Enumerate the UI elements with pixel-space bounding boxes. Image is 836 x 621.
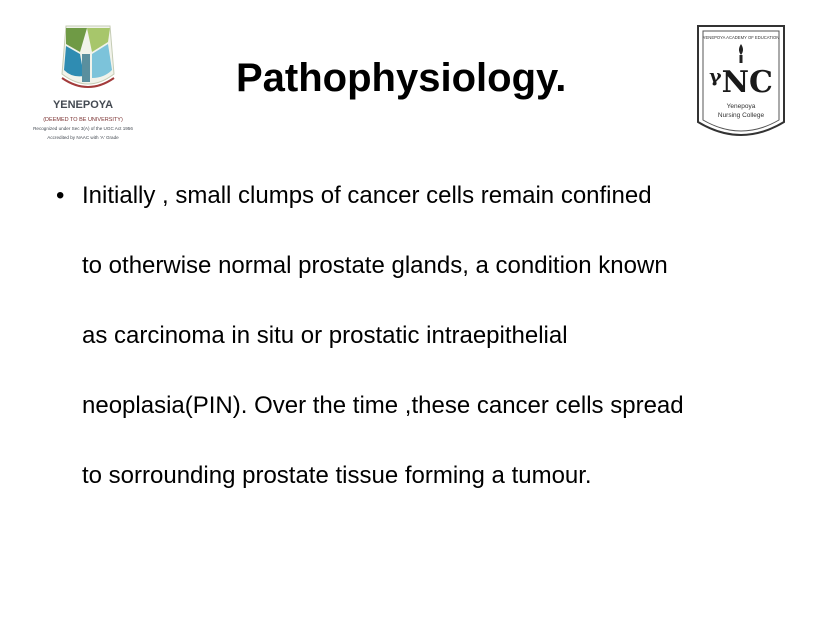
yenepoya-nursing-college-logo xyxy=(694,22,788,150)
bullet-text-line-4: neoplasia(PIN). Over the time ,these cancer cells spread xyxy=(82,392,684,419)
svg-text:Yenepoya: Yenepoya xyxy=(726,103,756,110)
university-crest-icon xyxy=(22,22,144,156)
bullet-text-line-3: as carcinoma in situ or prostatic intraepithelial xyxy=(82,322,568,349)
bullet-text-line-1: Initially , small clumps of cancer cells remain confined xyxy=(82,182,652,209)
bullet-text-line-5: to sorrounding prostate tissue forming a tumour. xyxy=(82,462,592,489)
bullet-point xyxy=(56,174,816,524)
svg-text:Recognized under Sec 3(A) of t: Recognized under Sec 3(A) of the UGC Act 1956 xyxy=(33,126,133,131)
svg-text:YENEPOYA: YENEPOYA xyxy=(52,99,114,111)
slide-title: Pathophysiology. xyxy=(236,56,567,100)
slide-body xyxy=(56,174,816,524)
yenepoya-university-logo xyxy=(22,22,144,156)
svg-text:Nursing College: Nursing College xyxy=(717,112,765,119)
bullet-icon: • xyxy=(56,182,65,209)
svg-text:YENEPOYA ACADEMY OF EDUCATION: YENEPOYA ACADEMY OF EDUCATION xyxy=(702,35,780,40)
svg-text:Accredited by NAAC with 'A' Gr: Accredited by NAAC with 'A' Grade xyxy=(47,135,119,140)
svg-text:(DEEMED TO BE UNIVERSITY): (DEEMED TO BE UNIVERSITY) xyxy=(43,117,123,123)
bullet-text-line-2: to otherwise normal prostate glands, a condition known xyxy=(82,252,668,279)
svg-text:ᵞNC: ᵞNC xyxy=(709,65,773,100)
nursing-college-crest-icon xyxy=(694,22,788,150)
